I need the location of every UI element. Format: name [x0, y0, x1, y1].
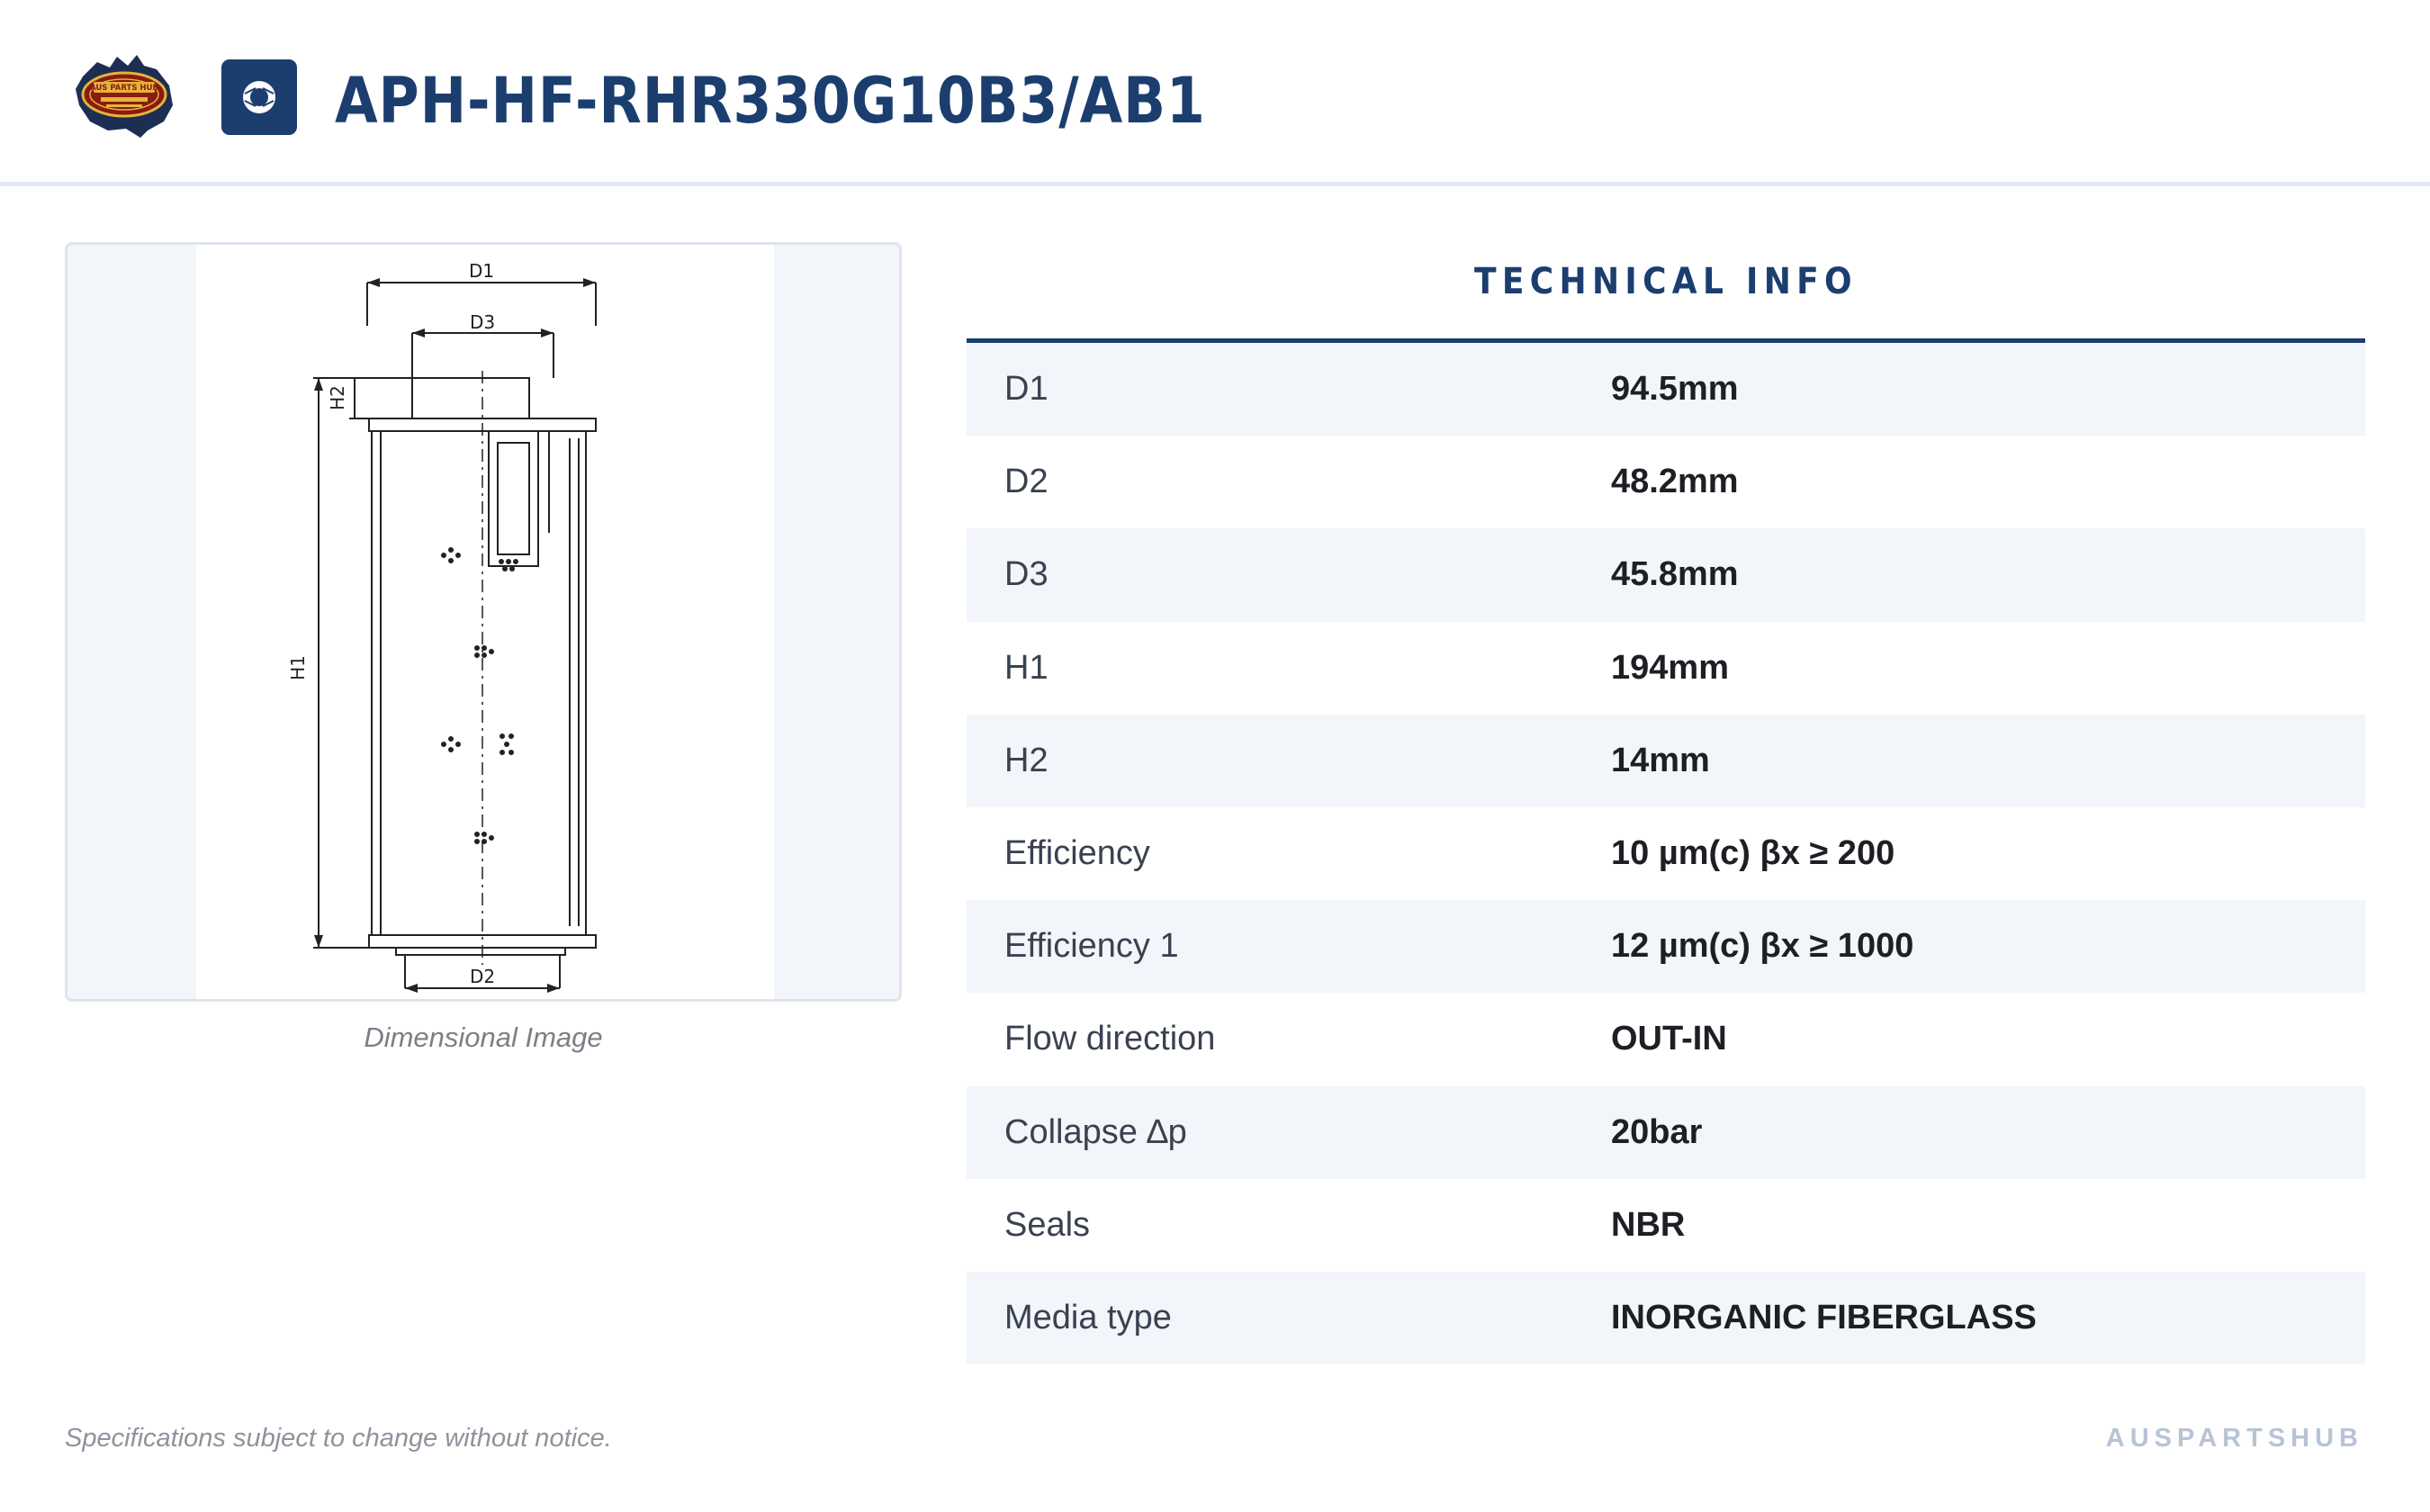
category-badge	[221, 59, 297, 135]
spec-label: D3	[1004, 555, 1048, 594]
spec-row-h2	[967, 715, 2365, 807]
dimensional-image-card	[65, 242, 902, 1002]
spec-row-d3	[967, 528, 2365, 621]
image-caption: Dimensional Image	[364, 1022, 603, 1053]
spec-value: 45.8mm	[1611, 555, 1739, 594]
spec-row-d1	[967, 343, 2365, 436]
spec-label: H1	[1004, 648, 1048, 687]
drawing-label-d2: D2	[469, 966, 496, 987]
drawing-label-d1: D1	[468, 260, 495, 282]
spec-row-h1	[967, 622, 2365, 715]
filter-element-icon	[238, 76, 281, 119]
spec-value: NBR	[1611, 1205, 1686, 1244]
spec-row-efficiency	[967, 807, 2365, 900]
dimensional-drawing	[196, 245, 774, 999]
spec-label: Collapse ∆p	[1004, 1112, 1187, 1151]
product-title: APH-HF-RHR330G10B3/AB1	[335, 64, 1206, 138]
spec-label: D2	[1004, 463, 1048, 501]
spec-label: Seals	[1004, 1205, 1091, 1244]
footer-disclaimer: Specifications subject to change without notice.	[65, 1424, 612, 1453]
drawing-label-d3: D3	[469, 311, 496, 333]
spec-label: Flow direction	[1004, 1020, 1216, 1058]
spec-value: 14mm	[1611, 741, 1710, 779]
spec-value: INORGANIC FIBERGLASS	[1611, 1298, 2037, 1336]
spec-label: D1	[1004, 370, 1048, 409]
spec-value: 48.2mm	[1611, 463, 1739, 501]
spec-label: Media type	[1004, 1298, 1172, 1336]
logo-text: AUS PARTS HUB	[90, 84, 158, 93]
spec-row-media-type	[967, 1272, 2365, 1364]
technical-info-heading: TECHNICAL INFO	[1474, 261, 1858, 302]
spec-value: 12 µm(c) βx ≥ 1000	[1611, 927, 1914, 966]
spec-label: H2	[1004, 741, 1048, 779]
spec-row-seals	[967, 1179, 2365, 1272]
spec-value: 20bar	[1611, 1112, 1703, 1151]
spec-value: 94.5mm	[1611, 370, 1739, 409]
footer-brand: AUSPARTSHUB	[2105, 1424, 2363, 1453]
spec-label: Efficiency 1	[1004, 927, 1179, 966]
spec-row-flow-direction	[967, 993, 2365, 1085]
aus-parts-hub-logo	[70, 50, 180, 140]
spec-value: OUT-IN	[1611, 1020, 1727, 1058]
spec-row-d2	[967, 436, 2365, 528]
spec-value: 10 µm(c) βx ≥ 200	[1611, 834, 1895, 873]
spec-row-efficiency-1	[967, 900, 2365, 993]
spec-row-collapse-dp	[967, 1086, 2365, 1179]
drawing-label-h2: H2	[327, 385, 348, 410]
drawing-label-h1: H1	[287, 655, 309, 680]
spec-label: Efficiency	[1004, 834, 1150, 873]
spec-value: 194mm	[1611, 648, 1729, 687]
dimensional-drawing-area	[196, 245, 774, 999]
technical-info-table	[967, 343, 2365, 1364]
page-header	[0, 0, 2430, 186]
